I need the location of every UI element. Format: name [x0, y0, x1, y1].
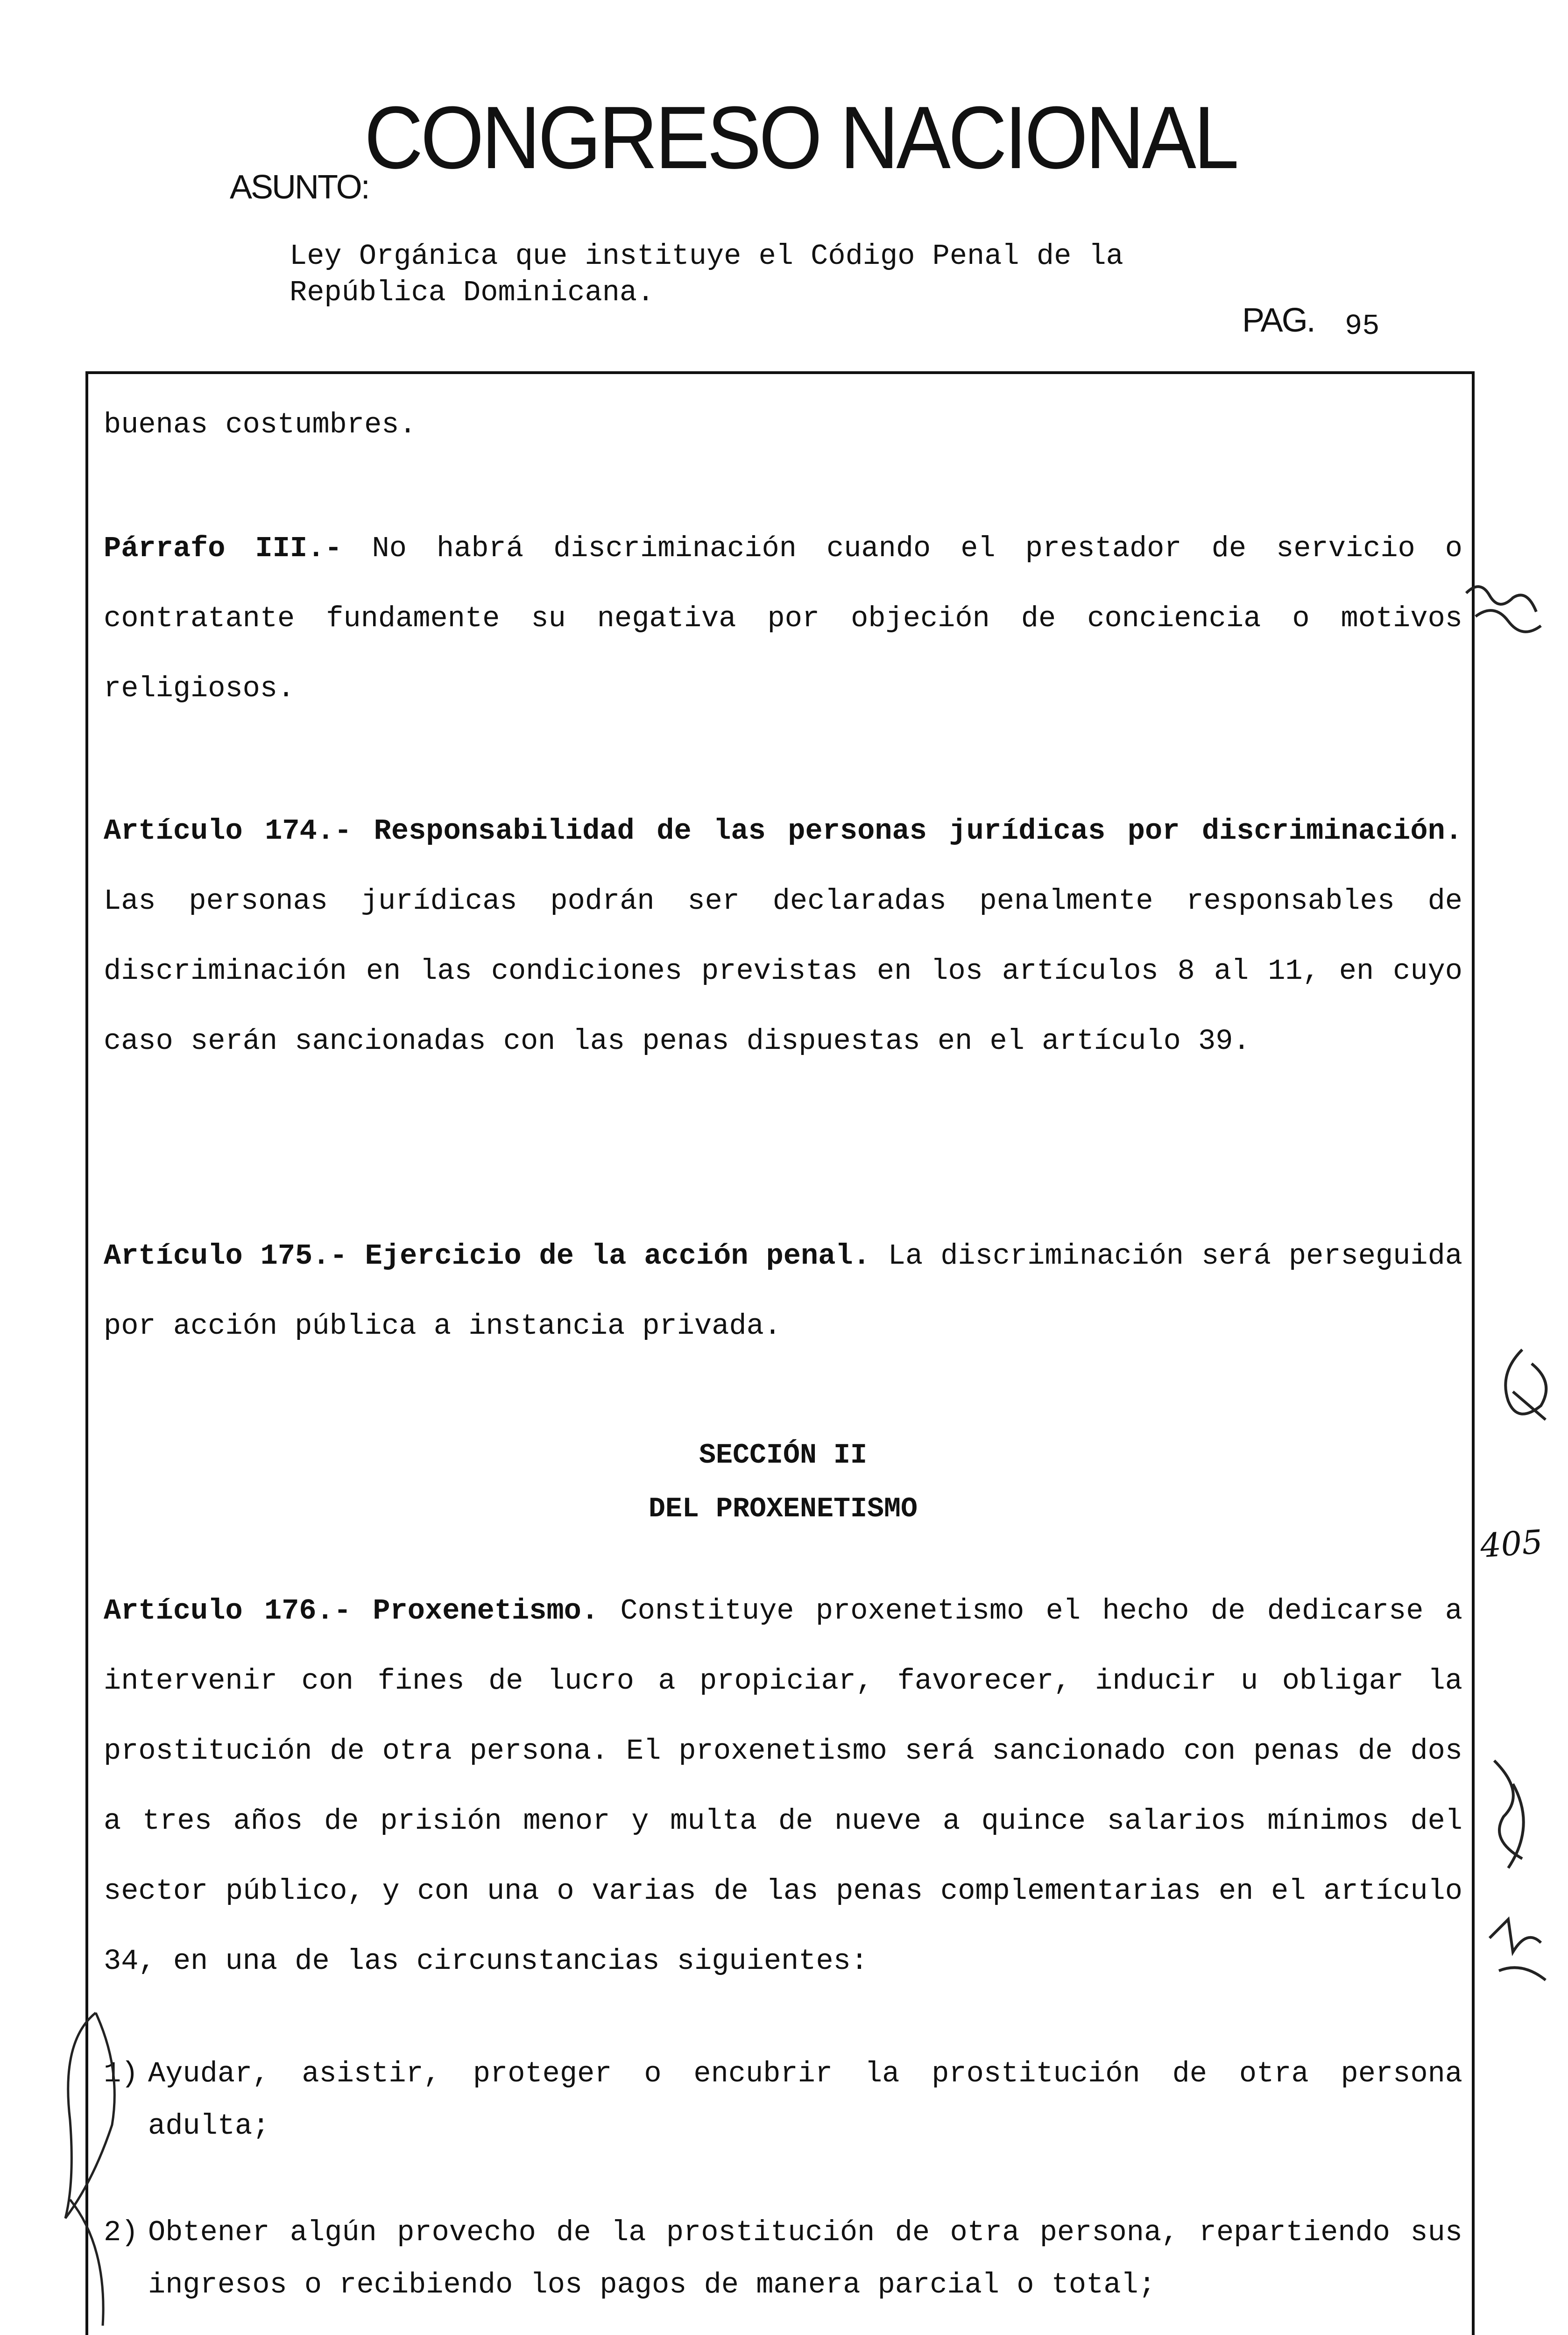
- initials-signature-4: [1480, 1910, 1555, 1989]
- article-174-text: Las personas jurídicas podrán ser declaradas penalmente responsables de discriminación en las condiciones previstas en los artículos 8 al 11, en cuyo caso serán sancionadas con las penas dispuestas en el artículo 39.: [104, 884, 1462, 1058]
- initials-signature-2: [1490, 1345, 1560, 1438]
- list-item-text: Obtener algún provecho de la prostitución de otra persona, repartiendo sus ingresos o recibiendo los pagos de manera parcial o total;: [148, 2216, 1462, 2301]
- paragraph-3-heading: Párrafo III.-: [104, 532, 342, 565]
- subject-line-1: Ley Orgánica que instituye el Código Penal de la: [290, 240, 1123, 273]
- paragraph-continuation: buenas costumbres.: [104, 408, 417, 441]
- list-item-number: 2): [104, 2216, 139, 2249]
- asunto-label: ASUNTO:: [230, 169, 369, 206]
- article-176-heading: Artículo 176.- Proxenetismo.: [104, 1594, 599, 1627]
- margin-signature-left: [51, 2003, 131, 2330]
- paragraph-3-text: No habrá discriminación cuando el prestador de servicio o contratante fundamente su negativa por objeción de conciencia o motivos religiosos.: [104, 532, 1462, 705]
- section-subtitle: DEL PROXENETISMO: [648, 1493, 918, 1525]
- list-item: [104, 2207, 1462, 2311]
- congress-title: CONGRESO NACIONAL: [364, 88, 1237, 187]
- article-174-heading: Artículo 174.- Responsabilidad de las personas jurídicas por discriminación.: [104, 814, 1462, 848]
- subject-line-2: República Dominicana.: [290, 276, 655, 309]
- initials-signature-1: [1457, 574, 1550, 649]
- article-175: [104, 1221, 1462, 1361]
- paragraph-3: [104, 514, 1462, 724]
- list-item-number: 1): [104, 2057, 139, 2090]
- article-176: [104, 1576, 1462, 1996]
- article-175-heading: Artículo 175.- Ejercicio de la acción penal.: [104, 1239, 870, 1273]
- article-174: [104, 796, 1462, 1076]
- page-number: 95: [1345, 310, 1380, 343]
- page-label: PAG.: [1242, 302, 1314, 339]
- list-item: [104, 2048, 1462, 2152]
- margin-number: 405: [1479, 1522, 1544, 1565]
- list-item-text: Ayudar, asistir, proteger o encubrir la prostitución de otra persona adulta;: [148, 2057, 1462, 2143]
- section-title: SECCIÓN II: [699, 1440, 868, 1472]
- article-176-text: Constituye proxenetismo el hecho de dedicarse a intervenir con fines de lucro a propiciar, favorecer, inducir u obligar la prostitución de otra persona. El proxenetismo será sancionado con penas de dos a tres años de prisión menor y multa de nueve a quince salarios mínimos del sector público, y con una o varias de las penas complementarias en el artículo 34, en una de las circunstancias siguientes:: [104, 1594, 1463, 1978]
- subject-text: [290, 238, 1317, 311]
- initials-signature-3: [1485, 1756, 1546, 1877]
- article-175-text: La discriminación será perseguida por acción pública a instancia privada.: [104, 1239, 1462, 1343]
